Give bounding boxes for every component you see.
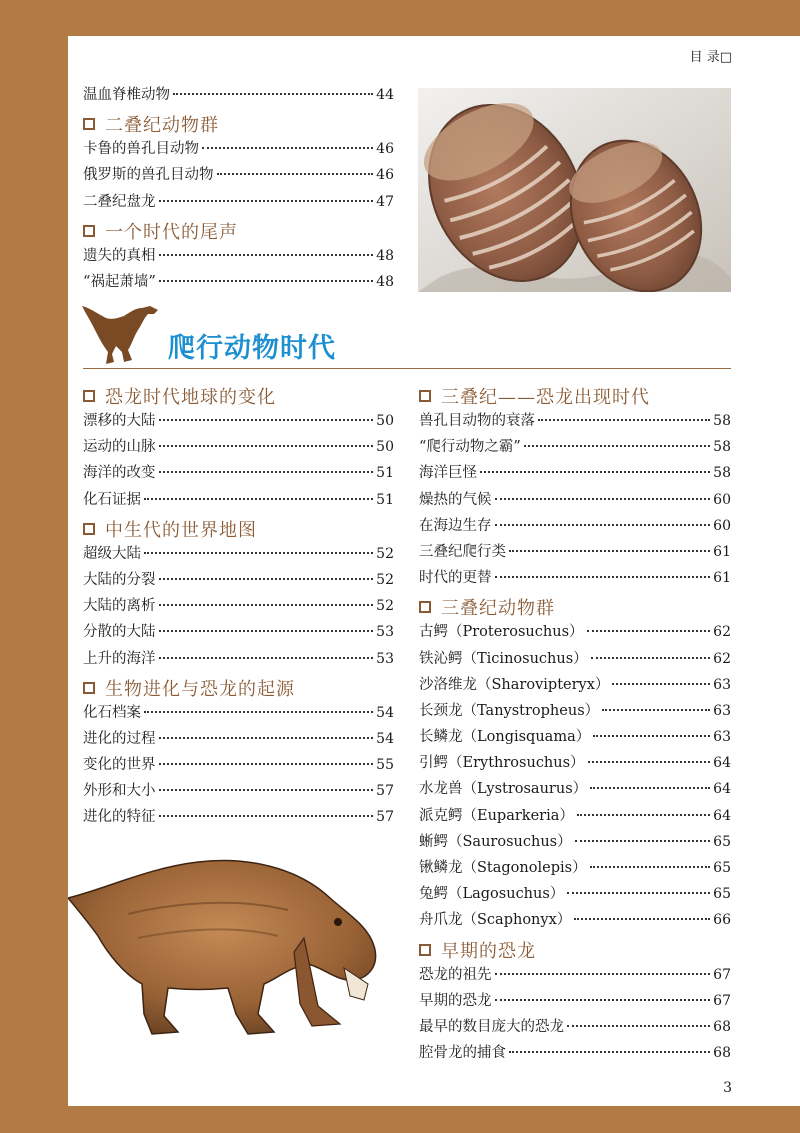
dot-leader (144, 710, 373, 713)
entry-page-number: 48 (376, 273, 394, 290)
entry-page-number: 50 (376, 413, 394, 429)
entry-page-number: 55 (376, 757, 394, 774)
entry-page-number: 53 (376, 624, 394, 641)
entry-title: 兔鳄（Lagosuchus） (419, 886, 565, 903)
dot-leader (567, 1024, 710, 1027)
square-bullet-icon (83, 682, 95, 694)
dot-leader (509, 549, 710, 552)
permian-reptile-illustration (68, 818, 408, 1048)
dot-leader (159, 814, 374, 817)
dot-leader (159, 577, 374, 580)
square-bullet-icon (419, 601, 431, 613)
dot-leader (144, 497, 373, 500)
dot-leader (590, 865, 711, 868)
toc-entry[interactable] (83, 543, 394, 569)
toc-entry[interactable] (83, 138, 394, 164)
entry-title: 腔骨龙的捕食 (419, 1045, 506, 1062)
section-title: 中生代的世界地图 (105, 519, 257, 541)
toc-entry[interactable] (83, 410, 394, 436)
dot-leader (159, 279, 373, 282)
dot-leader (159, 253, 374, 256)
dot-leader (159, 788, 374, 791)
entry-title: 遗失的真相 (83, 247, 156, 264)
toc-entry[interactable] (419, 1042, 731, 1068)
toc-entry[interactable] (419, 909, 731, 935)
entry-title: 恐龙的祖先 (419, 966, 492, 983)
toc-entry[interactable] (83, 780, 394, 806)
entry-title: 时代的更替 (419, 570, 492, 587)
entry-page-number: 61 (713, 543, 731, 560)
entry-page-number: 65 (713, 886, 731, 903)
toc-entry[interactable] (83, 621, 394, 647)
toc-entry[interactable] (83, 595, 394, 621)
entry-page-number: 64 (713, 807, 731, 824)
entry-title: 进化的特征 (83, 809, 156, 826)
dot-leader (144, 551, 373, 554)
toc-entry[interactable] (419, 1016, 731, 1042)
toc-entry[interactable] (419, 567, 731, 593)
dot-leader (612, 682, 710, 685)
section-title: 恐龙时代地球的变化 (105, 387, 276, 408)
section-title: 生物进化与恐龙的起源 (105, 678, 295, 700)
entry-page-number: 58 (713, 413, 731, 429)
square-bullet-icon (83, 523, 95, 535)
entry-title: 卡鲁的兽孔目动物 (83, 141, 199, 158)
entry-title: 水龙兽（Lystrosaurus） (419, 781, 588, 798)
dot-leader (495, 972, 711, 975)
entry-title: “祸起萧墙” (83, 273, 156, 290)
entry-page-number: 54 (376, 704, 394, 721)
toc-entry[interactable] (419, 515, 731, 541)
entry-title: 化石档案 (83, 704, 141, 721)
entry-title: 海洋巨怪 (419, 465, 477, 482)
toc-entry[interactable] (83, 436, 394, 462)
entry-page-number: 53 (376, 650, 394, 667)
dot-leader (159, 444, 374, 447)
entry-title: 长鳞龙（Longisquama） (419, 729, 591, 746)
toc-top-list (83, 84, 394, 297)
toc-entry[interactable] (419, 410, 731, 436)
dot-leader (159, 199, 374, 202)
entry-title: 温血脊椎动物 (83, 87, 170, 103)
toc-entry[interactable] (83, 462, 394, 488)
dot-leader (202, 146, 373, 149)
entry-title: 大陆的离析 (83, 598, 156, 615)
entry-title: 兽孔目动物的衰落 (419, 413, 535, 429)
entry-page-number: 52 (376, 571, 394, 588)
entry-title: 上升的海洋 (83, 650, 156, 667)
entry-page-number: 65 (713, 833, 731, 850)
chapter-divider (83, 368, 731, 369)
entry-page-number: 61 (713, 570, 731, 587)
toc-entry[interactable] (83, 728, 394, 754)
running-header (690, 46, 732, 65)
entry-title: 燥热的气候 (419, 491, 492, 508)
dot-leader (159, 656, 374, 659)
entry-page-number: 60 (713, 517, 731, 534)
toc-section-heading (83, 515, 394, 543)
entry-title: 蜥鳄（Saurosuchus） (419, 833, 572, 850)
dot-leader (591, 656, 711, 659)
entry-page-number: 54 (376, 730, 394, 747)
dot-leader (159, 629, 374, 632)
toc-entry[interactable] (419, 964, 731, 990)
dot-leader (588, 760, 711, 763)
entry-page-number: 63 (713, 729, 731, 746)
entry-page-number: 66 (713, 912, 731, 929)
entry-page-number: 46 (376, 167, 394, 184)
section-title: 早期的恐龙 (441, 940, 536, 962)
entry-page-number: 58 (713, 465, 731, 482)
trilobite-fossil-photo (418, 88, 731, 292)
entry-title: 超级大陆 (83, 545, 141, 562)
dot-leader (567, 891, 710, 894)
dot-leader (509, 1050, 710, 1053)
toc-entry[interactable] (83, 84, 394, 110)
toc-entry[interactable] (419, 700, 731, 726)
toc-entry[interactable] (83, 569, 394, 595)
entry-page-number: 63 (713, 702, 731, 719)
dot-leader (159, 762, 374, 765)
dot-leader (602, 708, 710, 711)
toc-entry[interactable] (83, 702, 394, 728)
toc-entry[interactable] (419, 990, 731, 1016)
entry-title: 外形和大小 (83, 783, 156, 800)
dot-leader (574, 917, 710, 920)
entry-page-number: 52 (376, 545, 394, 562)
entry-title: 派克鳄（Euparkeria） (419, 807, 574, 824)
section-title: 三叠纪动物群 (441, 598, 555, 620)
dot-leader (587, 629, 711, 632)
dot-leader (495, 575, 711, 578)
entry-page-number: 67 (713, 992, 731, 1009)
toc-entry[interactable] (419, 883, 731, 909)
entry-title: 引鳄（Erythrosuchus） (419, 755, 585, 772)
entry-page-number: 47 (376, 193, 394, 210)
square-bullet-icon (419, 390, 431, 402)
dinosaur-silhouette-icon (80, 298, 166, 366)
section-title: 一个时代的尾声 (105, 221, 238, 243)
toc-entry[interactable] (83, 191, 394, 217)
dot-leader (590, 786, 710, 789)
dot-leader (480, 470, 710, 473)
entry-title: 早期的恐龙 (419, 992, 492, 1009)
entry-title: 海洋的改变 (83, 465, 156, 482)
toc-section-heading (419, 593, 731, 621)
entry-page-number: 50 (376, 439, 394, 456)
dot-leader (575, 839, 711, 842)
toc-entry[interactable] (83, 754, 394, 780)
toc-entry[interactable] (419, 831, 731, 857)
entry-title: 二叠纪盘龙 (83, 193, 156, 210)
entry-page-number: 67 (713, 966, 731, 983)
entry-page-number: 58 (713, 439, 731, 456)
toc-entry[interactable] (83, 271, 394, 297)
toc-section-heading (83, 674, 394, 702)
toc-entry[interactable] (419, 674, 731, 700)
dot-leader (495, 497, 711, 500)
toc-section-heading (83, 217, 394, 245)
toc-right-column (419, 382, 731, 1068)
header-square: □ (719, 50, 732, 65)
entry-page-number: 64 (713, 755, 731, 772)
entry-title: 沙洛维龙（Sharovipteryx） (419, 676, 610, 693)
dot-leader (159, 418, 374, 421)
dot-leader (577, 813, 710, 816)
entry-page-number: 52 (376, 598, 394, 615)
dot-leader (524, 444, 710, 447)
toc-section-heading (419, 382, 731, 410)
toc-entry[interactable] (419, 857, 731, 883)
dot-leader (593, 734, 710, 737)
toc-entry[interactable] (419, 648, 731, 674)
entry-title: “爬行动物之霸” (419, 439, 521, 456)
entry-page-number: 65 (713, 860, 731, 876)
entry-title: 化石证据 (83, 491, 141, 508)
dot-leader (173, 92, 373, 95)
entry-title: 三叠纪爬行类 (419, 543, 506, 560)
dot-leader (159, 736, 374, 739)
toc-section-heading (83, 110, 394, 138)
entry-title: 进化的过程 (83, 730, 156, 747)
entry-title: 在海边生存 (419, 517, 492, 534)
entry-page-number: 48 (376, 247, 394, 264)
section-title: 三叠纪——恐龙出现时代 (441, 387, 650, 408)
entry-page-number: 46 (376, 141, 394, 158)
entry-page-number: 60 (713, 491, 731, 508)
entry-page-number: 51 (376, 491, 394, 508)
entry-title: 分散的大陆 (83, 624, 156, 641)
chapter-title: 爬行动物时代 (168, 333, 336, 364)
entry-title: 俄罗斯的兽孔目动物 (83, 167, 214, 184)
toc-entry[interactable] (419, 489, 731, 515)
entry-page-number: 44 (376, 87, 394, 103)
dot-leader (159, 470, 374, 473)
header-label: 目 录 (689, 50, 720, 65)
square-bullet-icon (83, 225, 95, 237)
entry-title: 长颈龙（Tanystropheus） (419, 702, 600, 719)
toc-entry[interactable] (419, 541, 731, 567)
toc-entry[interactable] (419, 436, 731, 462)
entry-title: 变化的世界 (83, 757, 156, 774)
entry-title: 锹鳞龙（Stagonolepis） (419, 860, 587, 876)
entry-title: 古鳄（Proterosuchus） (419, 624, 584, 641)
toc-entry[interactable] (419, 621, 731, 647)
square-bullet-icon (419, 944, 431, 956)
dot-leader (159, 603, 374, 606)
page-number: 3 (723, 1080, 732, 1096)
entry-title: 漂移的大陆 (83, 413, 156, 429)
toc-entry[interactable] (419, 726, 731, 752)
toc-entry[interactable] (83, 164, 394, 190)
entry-page-number: 64 (713, 781, 731, 798)
entry-title: 运动的山脉 (83, 439, 156, 456)
toc-entry[interactable] (83, 245, 394, 271)
entry-page-number: 63 (713, 676, 731, 693)
toc-entry[interactable] (419, 778, 731, 804)
entry-title: 最早的数目庞大的恐龙 (419, 1018, 564, 1035)
entry-page-number: 57 (376, 809, 394, 826)
toc-entry[interactable] (419, 805, 731, 831)
dot-leader (495, 523, 711, 526)
dot-leader (495, 998, 711, 1001)
dot-leader (217, 172, 374, 175)
entry-title: 铁沁鳄（Ticinosuchus） (419, 650, 588, 667)
entry-page-number: 68 (713, 1045, 731, 1062)
entry-title: 舟爪龙（Scaphonyx） (419, 912, 572, 929)
toc-section-heading (419, 936, 731, 964)
toc-entry[interactable] (83, 489, 394, 515)
entry-page-number: 62 (713, 624, 731, 641)
entry-page-number: 51 (376, 465, 394, 482)
entry-page-number: 68 (713, 1018, 731, 1035)
entry-page-number: 62 (713, 650, 731, 667)
toc-section-heading (83, 382, 394, 410)
square-bullet-icon (83, 390, 95, 402)
section-title: 二叠纪动物群 (105, 115, 219, 137)
toc-entry[interactable] (419, 462, 731, 488)
toc-entry[interactable] (83, 648, 394, 674)
entry-page-number: 57 (376, 783, 394, 800)
toc-entry[interactable] (419, 752, 731, 778)
entry-title: 大陆的分裂 (83, 571, 156, 588)
toc-left-column (83, 382, 394, 833)
toc-page (68, 36, 800, 1106)
square-bullet-icon (83, 118, 95, 130)
dot-leader (538, 418, 710, 421)
